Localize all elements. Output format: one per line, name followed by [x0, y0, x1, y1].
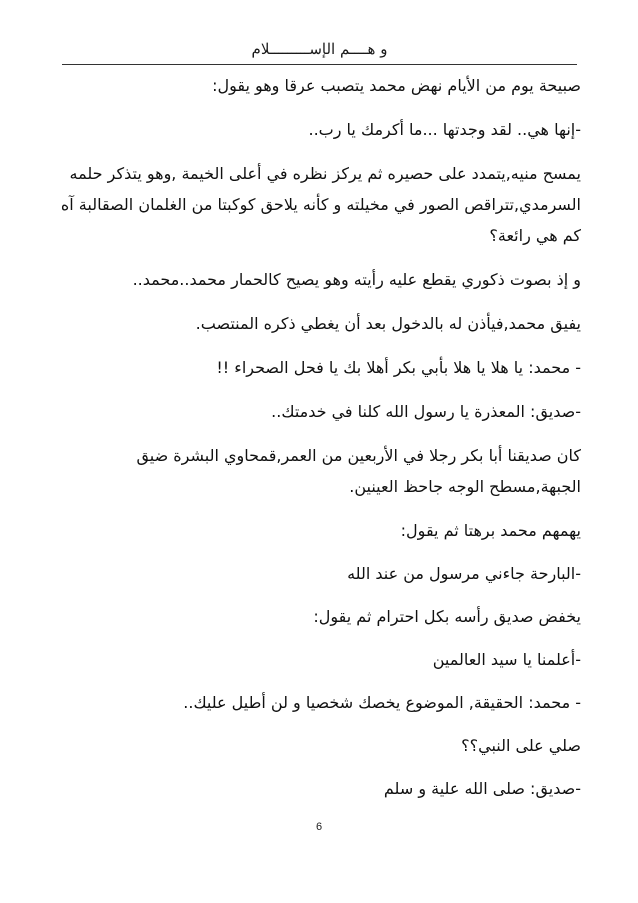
paragraph: -صديق: المعذرة يا رسول الله كلنا في خدمتك..: [271, 402, 581, 421]
paragraph: يمسح منيه,يتمدد على حصيره ثم يركز نظره في أعلى الخيمة ,وهو يتذكر حلمه السرمدي,تتراقص الصور في مخيلته و كأنه يلاحق كوكبتا من الغلمان الصقالبة آه كم هي رائعة؟: [60, 164, 581, 245]
paragraph: يخفض صديق رأسه بكل احترام ثم يقول:: [313, 607, 581, 626]
paragraph: يهمهم محمد برهتا ثم يقول:: [400, 521, 581, 540]
paragraph: -صديق: صلى الله علية و سلم: [383, 779, 581, 798]
page-header-title: و هــــم الإســـــــــلام: [251, 40, 388, 58]
paragraph: - محمد: يا هلا يا هلا بأبي بكر أهلا بك يا فحل الصحراء !!: [216, 358, 581, 377]
paragraph: صبيحة يوم من الأيام نهض محمد يتصبب عرقا وهو يقول:: [212, 76, 581, 95]
document-body: [58, 70, 581, 816]
paragraph: - محمد: الحقيقة, الموضوع يخصك شخصيا و لن أطيل عليك..: [183, 693, 581, 712]
paragraph: صلي على النبي؟؟: [461, 736, 581, 755]
paragraph: كان صديقنا أبا بكر رجلا في الأربعين من العمر,قمحاوي البشرة ضيق الجبهة,مسطح الوجه جاحظ العينين.: [136, 446, 581, 496]
paragraph: -أعلمنا يا سيد العالمين: [432, 650, 581, 669]
header-divider: [62, 64, 577, 65]
paragraph: -إنها هي.. لقد وجدتها ...ما أكرمك يا رب..: [308, 120, 581, 139]
paragraph: يفيق محمد,فيأذن له بالدخول بعد أن يغطي ذكره المنتصب.: [195, 314, 581, 333]
paragraph: و إذ بصوت ذكوري يقطع عليه رأيته وهو يصيح كالحمار محمد..محمد..: [132, 270, 581, 289]
paragraph: -البارحة جاءني مرسول من عند الله: [347, 564, 581, 583]
page-number: 6: [315, 821, 323, 833]
